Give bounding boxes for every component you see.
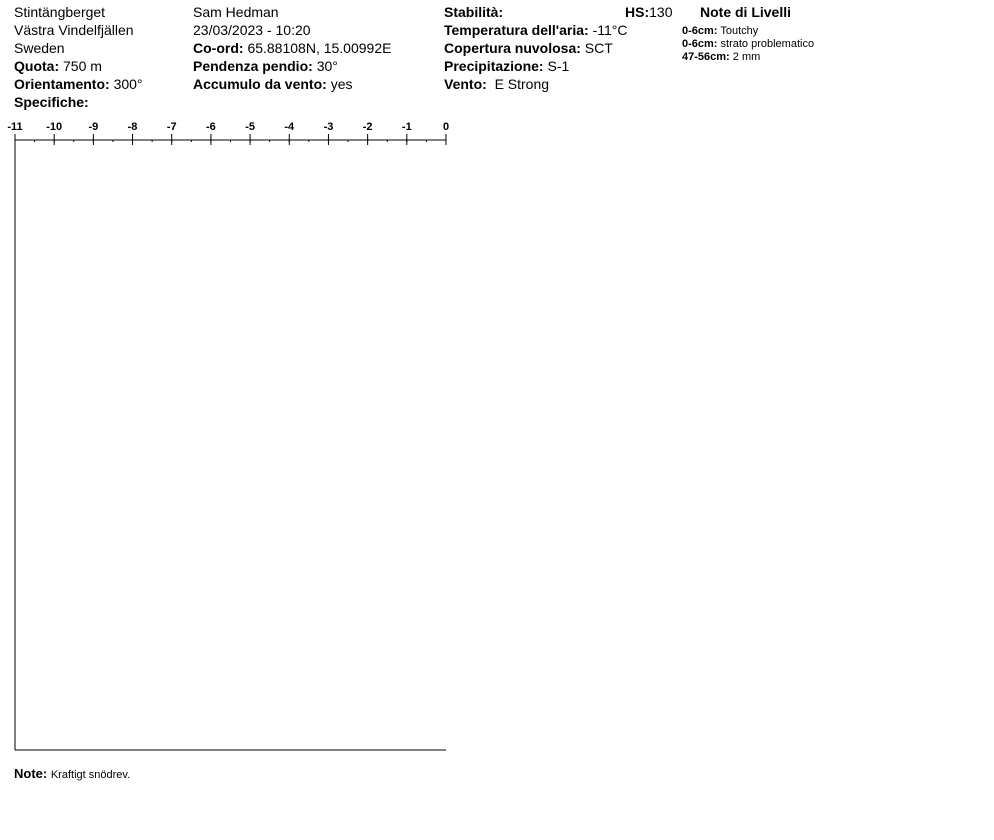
cloud-value: SCT — [584, 40, 613, 56]
temperature-tick-label: -3 — [323, 121, 334, 133]
slope-label: Pendenza pendio: — [193, 58, 313, 74]
temperature-tick-label: -8 — [127, 121, 138, 133]
observation-datetime: 23/03/2023 - 10:20 — [193, 22, 311, 38]
country-name: Sweden — [14, 40, 65, 56]
wind-value: E Strong — [494, 76, 550, 92]
slope-value: 30° — [316, 58, 338, 74]
layer-note: 0-6cm: strato problematico — [682, 38, 815, 50]
coord-value: 65.88108N, 15.00992E — [247, 40, 392, 56]
region-name: Västra Vindelfjällen — [14, 22, 134, 38]
layer-note: 47-56cm: 2 mm — [682, 51, 761, 63]
hs-label: HS: — [625, 4, 650, 20]
temperature-tick-label: -1 — [401, 121, 412, 133]
footer-note-label: Note: — [14, 766, 48, 781]
precip-value: S-1 — [547, 58, 570, 74]
temperature-tick-label: -7 — [166, 121, 177, 133]
temperature-tick-label: 0 — [442, 121, 450, 133]
site-name: Stintängberget — [14, 4, 106, 20]
wind-label: Vento: — [444, 76, 487, 92]
observer-name: Sam Hedman — [193, 4, 279, 20]
temperature-tick-label: -2 — [362, 121, 373, 133]
temperature-tick-label: -6 — [206, 121, 216, 133]
temperature-tick-label: -11 — [7, 121, 23, 133]
coord-label: Co-ord: — [193, 40, 244, 56]
temperature-tick-label: -10 — [46, 121, 63, 133]
air-temp-value: -11°C — [592, 22, 628, 38]
temperature-tick-label: -4 — [284, 121, 295, 133]
precip-label: Precipitazione: — [444, 58, 544, 74]
specifics-label: Specifiche: — [14, 94, 89, 110]
hs-value: 130 — [649, 4, 673, 20]
stability-label: Stabilità: — [444, 4, 504, 20]
footer-note-text: Kraftigt snödrev. — [50, 769, 131, 781]
temperature-tick-label: -9 — [88, 121, 99, 133]
layer-notes-title: Note di Livelli — [700, 4, 792, 20]
elevation-label: Quota: — [14, 58, 60, 74]
cloud-label: Copertura nuvolosa: — [444, 40, 581, 56]
air-temp-label: Temperatura dell'aria: — [444, 22, 589, 38]
elevation-value: 750 m — [63, 58, 102, 74]
layer-note: 0-6cm: Toutchy — [682, 25, 759, 37]
wind-loading-label: Accumulo da vento: — [193, 76, 327, 92]
temperature-tick-label: -5 — [245, 121, 255, 133]
aspect-value: 300° — [113, 76, 143, 92]
aspect-label: Orientamento: — [14, 76, 110, 92]
wind-loading-value: yes — [330, 76, 353, 92]
